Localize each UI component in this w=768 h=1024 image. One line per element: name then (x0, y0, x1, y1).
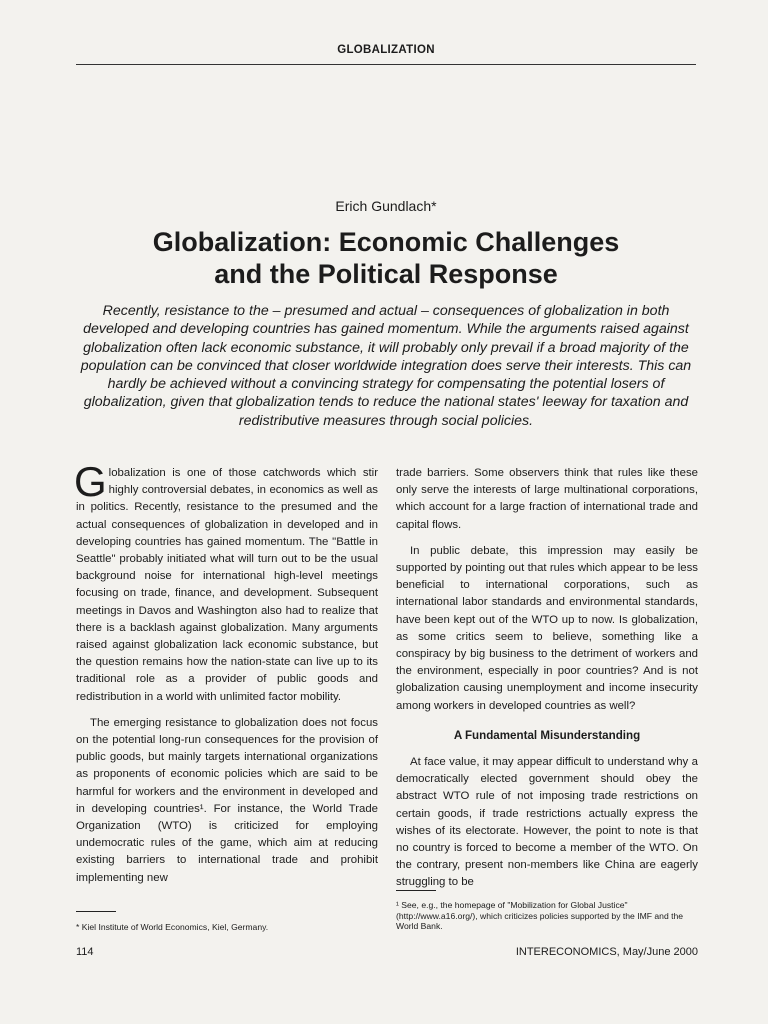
drop-cap: G (74, 458, 107, 505)
running-header: GLOBALIZATION (337, 44, 435, 56)
body-paragraph: At face value, it may appear difficult to understand why a democratically elected government should obey the abstract WTO rule of not imposing trade restrictions on certain goods, if trade restrictions actually express the wishes of its electorate. However, the point to note is that no country is forced to become a member of the WTO. On the contrary, present non-members like China are eagerly struggling to be (396, 756, 698, 889)
body-column-right (396, 465, 698, 892)
article-title (76, 226, 696, 290)
footnote-rule-right (396, 890, 436, 891)
body-paragraph (74, 458, 378, 706)
body-paragraph: In public debate, this impression may easily be supported by pointing out that rules which appear to be less beneficial to international corporations, such as international labor standards and environmental standards, have been kept out of the WTO up to now. Is globalization, as some critics seem to believe, something like a conspiracy by big business to the detriment of workers and the environment, especially in poor countries? And is not globalization causing unemployment and income insecurity among workers in developed countries as well? (396, 544, 698, 712)
title-line-2: and the Political Response (214, 259, 558, 289)
footnote-rule-left (76, 911, 116, 912)
header-rule (76, 64, 696, 65)
paragraph-text: lobalization is one of those catchwords which stir highly controversial debates, in economics as well as in politics. Recently, resistance to the presumed and the actual consequences of globalization in developed and in developing countries has gained momentum. The "Battle in Seattle" probably initiated what will turn out to be the usual background noise for international high-level meetings focusing on trade, finance, and development. Subsequent meetings in Davos and Washington also had to realize that there is a backlash against globalization. Many arguments raised against globalization lack economic substance, but the question remains how the nation-state can live up to its traditional role as a provider of public goods and redistribution in a world with unlimited factor mobility. (76, 467, 378, 703)
author-name: Erich Gundlach* (335, 198, 437, 214)
body-paragraph: trade barriers. Some observers think that rules like these only serve the interests of large multinational corporations, which account for a large fraction of international trade and capital flows. (396, 467, 698, 531)
page-number: 114 (76, 946, 94, 958)
body-column-left (74, 458, 378, 887)
title-line-1: Globalization: Economic Challenges (152, 227, 620, 257)
author-footnote: * Kiel Institute of World Economics, Kiel, Germany. (76, 922, 269, 932)
body-paragraph: The emerging resistance to globalization does not focus on the potential long-run consequences for the provision of public goods, but mainly targets international organizations as proponents of economic policies which are said to be harmful for workers and the environment in developed and in developing countries¹. For instance, the World Trade Organization (WTO) is criticized for employing undemocratic rules of the game, which aim at reducing existing barriers to international trade and prohibit implementing new (76, 716, 378, 884)
journal-footer: INTERECONOMICS, May/June 2000 (515, 946, 698, 958)
article-abstract: Recently, resistance to the – presumed and actual – consequences of globalization in both developed and developing countries has gained momentum. While the arguments raised against globalization often lack economic substance, it will probably only prevail if a broad majority of the population can be convinced that closer worldwide integration does serve their interests. This can hardly be achieved without a convincing strategy for compensating the potential losers of globalization, given that globalization tends to reduce the national states' leeway for taxation and redistributive measures through social policies. (80, 303, 692, 429)
section-heading: A Fundamental Misunderstanding (453, 728, 641, 742)
footnote-1: ¹ See, e.g., the homepage of "Mobilization for Global Justice" (http://www.a16.org/), which criticizes policies supported by the IMF and the World Bank. (396, 900, 684, 931)
